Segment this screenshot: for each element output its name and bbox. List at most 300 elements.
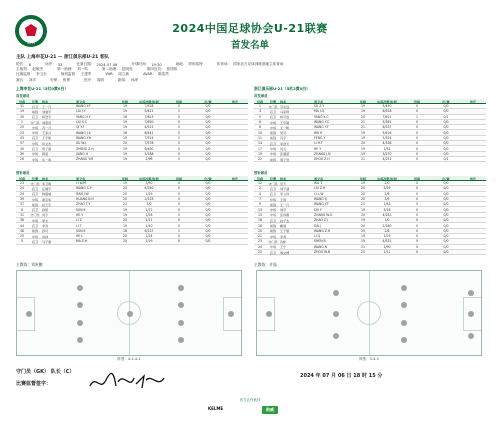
player-marker	[468, 333, 474, 339]
table-cell: 0/0	[205, 228, 211, 233]
column-header: 备注	[231, 99, 239, 104]
player-marker	[178, 285, 184, 291]
match-info	[16, 62, 484, 83]
table-cell: 王琦	[280, 197, 287, 202]
info-value: 周明	[96, 77, 104, 82]
player-marker	[77, 320, 83, 326]
table-cell: 3/90	[145, 181, 153, 186]
table-cell: 后卫	[269, 192, 277, 197]
table-cell: 31	[20, 212, 24, 217]
table-cell: 20	[123, 218, 127, 223]
table-cell: 刘宇	[280, 208, 287, 213]
table-cell: 39	[20, 151, 24, 156]
table-cell: 20	[123, 234, 127, 239]
info-value: 国家北方足球训练基地主体育场	[233, 62, 284, 67]
table-cell: 3/16	[383, 207, 391, 212]
table-cell: 20	[20, 125, 24, 130]
table-cell: 何林	[42, 234, 49, 239]
table-cell: 1	[21, 120, 23, 125]
table-cell: 3/19	[383, 186, 391, 191]
table-cell: 0	[178, 223, 180, 228]
column-header: 姓名	[42, 99, 49, 104]
table-cell: 1/31	[383, 146, 391, 151]
table-cell: 吴可	[280, 131, 287, 136]
referee-signature-label: 比赛监督签字：	[16, 381, 52, 387]
table-cell: 44	[20, 223, 24, 228]
table-cell: 0	[416, 125, 418, 130]
table-cell: 中场	[31, 152, 39, 157]
info-value: 李卫东	[35, 72, 47, 77]
table-cell: QI Y.F	[76, 125, 85, 130]
table-cell: WANG N	[314, 244, 328, 249]
table-cell: 48	[20, 228, 24, 233]
table-cell: 何元	[280, 147, 287, 152]
table-cell: 守门员	[30, 120, 40, 125]
table-cell: 5	[21, 239, 23, 244]
table-cell: 中场	[269, 120, 277, 125]
table-cell: 17	[258, 146, 262, 151]
table-cell: SUN K	[76, 228, 86, 233]
table-cell: 前锋	[269, 131, 277, 136]
table-cell: 30	[20, 146, 24, 151]
table-cell: 1/19	[145, 239, 153, 244]
table-cell: 36	[20, 218, 24, 223]
table-cell: 王宇航	[42, 136, 52, 141]
table-cell: 4/315	[144, 125, 154, 130]
table-cell: 1	[178, 228, 180, 233]
table-cell: 李卫明	[42, 181, 52, 186]
table-cell: 后卫	[31, 186, 39, 191]
table-cell: 周子浩	[280, 157, 290, 162]
table-cell: 0/0	[443, 250, 449, 254]
table-cell: 2/180	[382, 223, 392, 228]
home-formation: 阵型：4-1-4-1	[117, 357, 141, 361]
table-cell: 7/528	[144, 104, 154, 109]
table-cell: 0/0	[205, 135, 211, 140]
table-cell: 14	[258, 141, 262, 146]
table-cell: 0	[416, 197, 418, 202]
table-cell: 2/8	[384, 228, 390, 233]
table-cell: WU K	[314, 130, 323, 135]
table-cell: 0	[178, 212, 180, 217]
table-cell: 0/0	[205, 212, 211, 217]
table-cell: 2/6	[384, 191, 390, 196]
table-cell: 19	[123, 223, 127, 228]
table-cell: 19	[361, 135, 365, 140]
table-cell: 19	[123, 109, 127, 114]
column-header: 英文名	[314, 176, 324, 181]
table-cell: LI W.M	[76, 181, 86, 186]
table-cell: 0	[416, 218, 418, 223]
table-cell: 0	[178, 114, 180, 119]
table-cell: 1/71	[145, 207, 153, 212]
column-header: 进球	[175, 176, 183, 181]
table-cell: 8	[259, 125, 261, 130]
column-header: 备注	[469, 176, 477, 181]
table-cell: 汪晨宇	[42, 186, 52, 191]
table-cell: 0/0	[443, 141, 449, 146]
player-marker	[266, 311, 272, 317]
table-cell: 2	[259, 186, 261, 191]
table-cell: 杨可成	[280, 115, 290, 120]
table-cell: 0	[416, 202, 418, 207]
player-marker	[401, 285, 407, 291]
table-cell: 许文杰	[42, 141, 52, 146]
table-cell: 刘思辰	[42, 120, 52, 125]
table-cell: 张一鸣	[42, 157, 52, 162]
table-cell: ZHAO Z.J	[314, 218, 328, 223]
table-cell: 5/324	[382, 135, 392, 140]
table-cell: SHEN B	[314, 239, 326, 244]
player-marker	[333, 290, 339, 296]
player-marker	[127, 311, 133, 317]
table-cell: 赵子杰	[280, 218, 290, 223]
table-cell: 守门员	[268, 239, 278, 244]
info-label: 新闻：	[117, 77, 129, 82]
table-cell: 0/0	[443, 202, 449, 207]
table-cell: 孙凯	[42, 208, 49, 213]
table-cell: 前锋	[269, 136, 277, 141]
table-cell: 后卫	[31, 192, 39, 197]
table-cell: 19	[361, 207, 365, 212]
table-cell: 1	[259, 104, 261, 109]
table-cell: 0/0	[443, 135, 449, 140]
player-marker	[468, 290, 474, 296]
table-cell: 0	[416, 130, 418, 135]
table-cell: 冯宇	[280, 136, 287, 141]
table-cell: 11	[258, 135, 262, 140]
table-cell: 后卫	[269, 186, 277, 191]
table-cell: XU W.J	[76, 141, 86, 146]
table-cell: 20	[361, 197, 365, 202]
table-cell: 后卫	[31, 115, 39, 120]
player-marker	[401, 320, 407, 326]
table-cell: HUANG B.H	[76, 197, 94, 202]
table-cell: 中场	[269, 197, 277, 202]
column-header: 年龄	[121, 99, 129, 104]
table-cell: 韩嘉威	[42, 192, 52, 197]
table-cell: 19	[258, 151, 262, 156]
table-cell: 21	[123, 202, 127, 207]
table-cell: WANG Y.H	[76, 135, 92, 140]
table-cell: MA J.Q	[314, 109, 325, 114]
table-cell: 1/10	[145, 223, 153, 228]
table-cell: 中场	[269, 208, 277, 213]
table-cell: 35	[20, 114, 24, 119]
table-cell: 2/96	[145, 157, 153, 162]
player-marker	[178, 320, 184, 326]
column-header: 年龄	[359, 99, 367, 104]
column-header: 红/黄	[442, 99, 450, 104]
table-cell: 23	[20, 130, 24, 135]
table-cell: WANG Y.F	[76, 104, 91, 109]
away-formation: 阵型：3-4-3	[359, 357, 379, 361]
away-starters-table	[254, 99, 486, 162]
away-team-name: 浙江俱乐部U-21（5红2黄0白）	[254, 86, 310, 91]
table-cell: 37	[20, 202, 24, 207]
table-cell: LI L.W	[314, 191, 324, 196]
table-cell: 19	[123, 181, 127, 186]
table-cell: 19	[361, 228, 365, 233]
column-header: 位置	[31, 176, 39, 181]
table-cell: 守门员	[268, 181, 278, 186]
info-value: 王建军	[80, 72, 92, 77]
table-cell: 19	[361, 130, 365, 135]
table-cell: 中场	[31, 141, 39, 146]
player-marker	[178, 302, 184, 308]
table-cell: 0/0	[443, 130, 449, 135]
table-cell: 0	[178, 218, 180, 223]
table-cell: 5/361	[382, 120, 392, 125]
table-cell: LI T	[76, 223, 82, 228]
table-cell: 后卫	[31, 239, 39, 244]
table-cell: ZHANG W.G	[314, 212, 333, 217]
table-cell: 19	[361, 151, 365, 156]
column-header: 出场次数/时间	[139, 99, 159, 104]
table-cell: 5	[259, 114, 261, 119]
info-value: 张国伟	[166, 67, 178, 72]
table-cell: 后卫	[31, 224, 39, 229]
table-cell: HE L	[76, 234, 83, 239]
table-cell: 18	[123, 114, 127, 119]
table-cell: 0/0	[443, 207, 449, 212]
table-cell: ZHENG Z.H	[76, 146, 94, 151]
match-line: 主队 上海申花U-21 — 浙江俱乐部U-21 客队	[16, 55, 109, 60]
table-cell: 10	[258, 130, 262, 135]
column-header: 位置	[269, 99, 277, 104]
table-cell: 0	[416, 244, 418, 249]
table-cell: 马子豪	[42, 239, 52, 244]
away-subs-table	[254, 176, 486, 255]
table-cell: 0/0	[443, 186, 449, 191]
table-cell: 0/0	[205, 125, 211, 130]
table-cell: 6/441	[144, 130, 154, 135]
table-cell: 21	[361, 157, 365, 162]
table-cell: WANG Y.C	[314, 120, 330, 125]
column-header: 出场次数/时间	[377, 176, 397, 181]
info-label: 场序：	[45, 62, 56, 67]
table-cell: 24	[20, 186, 24, 191]
table-cell: 前锋	[269, 229, 277, 234]
table-cell: 0	[178, 197, 180, 202]
table-cell: 0/0	[443, 244, 449, 249]
table-cell: 6/528	[382, 109, 392, 114]
column-header: 号码	[18, 176, 26, 181]
table-cell: 0/0	[205, 239, 211, 244]
table-cell: 0/0	[205, 151, 211, 156]
table-cell: SUN K	[76, 207, 86, 212]
table-cell: 0	[416, 228, 418, 233]
table-cell: WANG Y.F	[314, 202, 329, 207]
table-cell: 后卫	[269, 109, 277, 114]
table-cell: 中场	[269, 245, 277, 250]
table-cell: 李涛	[42, 224, 49, 229]
column-header: 年龄	[121, 176, 129, 181]
info-value: 周立新	[118, 72, 130, 77]
table-cell: 王一凡	[42, 104, 52, 109]
table-row	[16, 239, 248, 244]
table-cell: WANG C.Y	[76, 186, 92, 191]
column-header: 英文名	[76, 99, 86, 104]
table-cell: 杨浩宇	[42, 115, 52, 120]
column-header: 号码	[256, 99, 264, 104]
table-cell: 0/0	[205, 197, 211, 202]
table-cell: 18	[258, 223, 262, 228]
table-cell: 赵天宇	[42, 202, 52, 207]
table-cell: 19	[361, 181, 365, 186]
player-marker	[468, 311, 474, 317]
table-cell: 王宇晨	[280, 120, 290, 125]
table-cell: 后卫	[269, 115, 277, 120]
table-cell: 中场	[31, 197, 39, 202]
table-cell: 20	[361, 212, 365, 217]
table-cell: 0	[416, 234, 418, 239]
table-cell: 0	[178, 157, 180, 162]
table-cell: 李浩天	[280, 141, 290, 146]
info-value: 陈浩然	[158, 72, 169, 77]
player-marker	[77, 302, 83, 308]
table-cell: 王一凡	[280, 202, 290, 207]
table-cell: 20	[258, 228, 262, 233]
player-marker	[401, 337, 407, 343]
table-row	[16, 157, 248, 162]
table-cell: 0	[416, 146, 418, 151]
table-cell: 1/11	[145, 218, 153, 223]
table-cell: 21	[361, 125, 365, 130]
table-cell: 吴天	[280, 181, 287, 186]
table-cell: 0/0	[443, 212, 449, 217]
column-header: 号码	[18, 99, 26, 104]
info-label: 轮次：	[16, 62, 27, 67]
table-cell: LIU S.C	[76, 120, 87, 125]
table-cell: 0/0	[205, 234, 211, 239]
column-header: 姓名	[280, 99, 287, 104]
info-value: 19:30	[151, 62, 162, 67]
table-cell: 0/0	[443, 239, 449, 244]
table-cell: 1/24	[145, 234, 153, 239]
table-cell: 0/0	[443, 146, 449, 151]
away-starters-label: 首发球员	[254, 94, 268, 98]
partners-label: 官方合作伙伴	[239, 398, 261, 402]
table-cell: 19	[20, 109, 24, 114]
table-cell: 19	[123, 151, 127, 156]
table-cell: HE Y	[76, 212, 84, 217]
player-marker	[228, 311, 234, 317]
away-formation-pitch	[256, 270, 482, 361]
table-cell: 0	[178, 151, 180, 156]
table-cell: SU Z.Y	[314, 104, 325, 109]
player-marker	[401, 302, 407, 308]
table-cell: 19	[123, 125, 127, 130]
table-cell: YANG H.Y	[76, 114, 91, 119]
table-cell: 0	[178, 239, 180, 244]
table-cell: 0/0	[205, 114, 211, 119]
table-cell: 前锋	[31, 202, 39, 207]
column-header: 年龄	[359, 176, 367, 181]
column-header: 位置	[269, 176, 277, 181]
column-header: 位置	[31, 99, 39, 104]
table-cell: 19	[123, 157, 127, 162]
table-cell: 2/0	[384, 181, 390, 186]
home-coach: 主教练：刘寅鹏	[16, 262, 43, 267]
table-cell: 21	[361, 244, 365, 249]
table-cell: 19	[361, 218, 365, 223]
table-cell: 0	[178, 207, 180, 212]
table-cell: 0/0	[205, 207, 211, 212]
table-cell: 20	[123, 186, 127, 191]
table-cell: 0	[178, 181, 180, 186]
table-cell: 1/19	[383, 234, 391, 239]
column-header: 红/黄	[204, 99, 212, 104]
info-value: 张勇	[62, 77, 70, 82]
player-marker	[333, 311, 339, 317]
info-value: 6	[28, 62, 32, 67]
table-cell: 4/251	[382, 157, 392, 162]
table-cell: 0/0	[443, 223, 449, 228]
table-cell: YANG K.C	[314, 114, 329, 119]
table-cell: 1/90	[383, 244, 391, 249]
table-cell: LIU J.Y	[76, 109, 86, 114]
home-starters-table	[16, 99, 248, 162]
table-cell: 9	[259, 202, 261, 207]
logo-text: CFA	[27, 40, 35, 45]
home-starters-label: 首发球员	[16, 94, 30, 98]
table-cell: 前锋	[269, 202, 277, 207]
signed-datetime: 2024 年 07 月 06 日 18 时 15 分	[300, 373, 383, 379]
table-cell: 中场	[31, 131, 39, 136]
table-cell: 1/11	[383, 250, 391, 254]
column-header: 姓名	[42, 176, 49, 181]
table-cell: 0	[178, 104, 180, 109]
table-cell: 4/336	[382, 141, 392, 146]
info-label: 比赛监督：	[16, 72, 34, 77]
table-cell: 中场	[269, 147, 277, 152]
home-formation-pitch	[16, 270, 242, 361]
column-header: 进球	[413, 176, 421, 181]
table-cell: 7/524	[144, 135, 154, 140]
player-marker	[77, 337, 83, 343]
table-cell: 1/0	[384, 218, 390, 223]
table-cell: WANG Q	[314, 197, 328, 202]
table-row	[254, 250, 486, 255]
info-label: 开球时间：	[131, 62, 150, 67]
table-cell: 0/0	[205, 141, 211, 146]
info-label: 第二助理：	[101, 67, 120, 72]
table-cell: 0	[178, 141, 180, 146]
table-cell: 中场	[31, 125, 39, 130]
table-cell: 12	[258, 181, 262, 186]
table-cell: 21	[361, 202, 365, 207]
column-header: 号码	[256, 176, 264, 181]
table-cell: 苏志远	[280, 104, 290, 109]
info-label: 医疗：	[83, 77, 95, 82]
table-cell: 0/0	[205, 223, 211, 228]
table-cell: 守门员	[268, 104, 278, 109]
table-cell: 0/0	[205, 104, 211, 109]
table-cell: WANG Z.H	[314, 228, 331, 233]
table-cell: FENG Y	[314, 135, 326, 140]
table-cell: ZHOU W.B	[314, 250, 330, 254]
table-cell: 3	[259, 109, 261, 114]
table-cell: 0	[416, 120, 418, 125]
table-cell: 20	[361, 141, 365, 146]
table-cell: 郑子豪	[42, 147, 52, 152]
table-cell: 1	[178, 135, 180, 140]
column-header: 备注	[469, 99, 477, 104]
table-cell: 16	[258, 218, 262, 223]
table-cell: 19	[361, 234, 365, 239]
table-cell: 张伟刚	[280, 213, 290, 218]
